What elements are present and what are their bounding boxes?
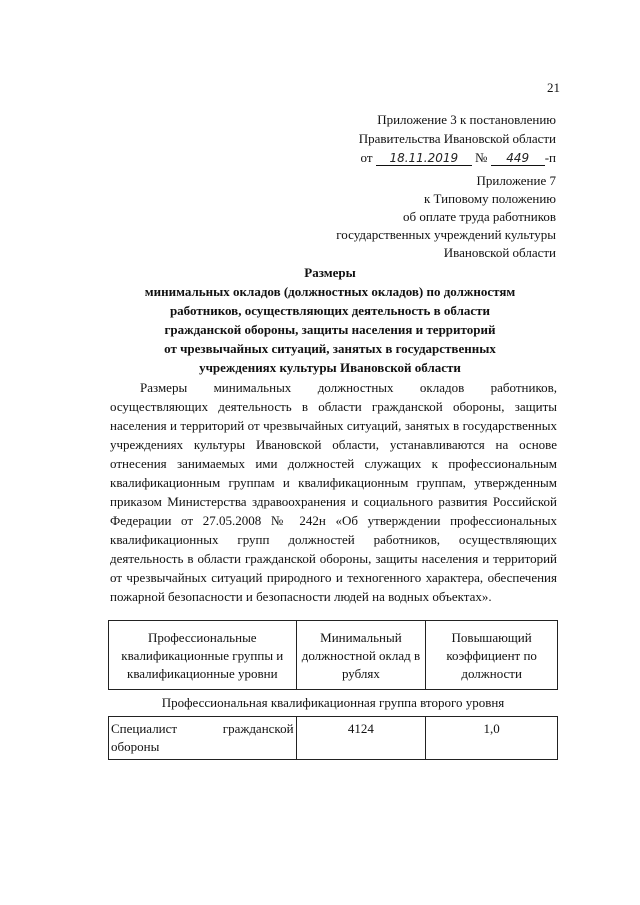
appendix-header-regulation xyxy=(300,172,556,262)
appendix-reg-line: Ивановской области xyxy=(443,245,556,260)
appendix-decree-date-line xyxy=(300,148,556,167)
appendix-reg-line: об оплате труда работников xyxy=(402,209,556,224)
number-label: № xyxy=(475,150,488,165)
number-suffix: -п xyxy=(544,150,556,165)
from-label: от xyxy=(360,150,373,165)
coefficient-cell: 1,0 xyxy=(426,717,558,760)
title-line: от чрезвычайных ситуаций, занятых в государственных xyxy=(164,341,496,356)
page-number: 21 xyxy=(547,80,560,95)
header-qualification-groups: Профессиональные квалификационные группы и квалификационные уровни xyxy=(109,621,297,690)
appendix-decree-line2: Правительства Ивановской области xyxy=(358,131,556,146)
document-title xyxy=(90,263,570,377)
salary-table xyxy=(108,620,558,760)
appendix-reg-line: государственных учреждений культуры xyxy=(336,227,556,242)
title-line: учреждениях культуры Ивановской области xyxy=(199,360,461,375)
title-line: минимальных окладов (должностных окладов) по должностям xyxy=(144,284,516,299)
header-coefficient: Повышающий коэффициент по должности xyxy=(426,621,558,690)
table-header-row xyxy=(109,621,558,690)
title-line: гражданской обороны, защиты населения и территорий xyxy=(164,322,496,337)
appendix-reg-line: Приложение 7 xyxy=(476,173,556,188)
position-cell: Специалист гражданской обороны xyxy=(109,717,297,760)
body-paragraph: Размеры минимальных должностных окладов работников, осуществляющих деятельность в области гражданской обороны, защиты населения и территорий от чрезвычайных ситуаций, занятых в государственных учреждениях культуры Ивановской области, устанавливаются на основе отнесения занимаемых ими должностей служащих к профессиональным квалификационным группам и квалификационным группам, утвержденным приказом Министерства здравоохранения и социального развития Российской Федерации от 27.05.2008 № 242н «Об утверждении профессиональных квалификационных групп должностей работников, осуществляющих деятельность в области гражданской обороны, защиты населения и территорий от чрезвычайных ситуаций природного и техногенного характера, обеспечения пожарной безопасности и безопасности людей на водных объектах». xyxy=(110,380,557,604)
handwritten-date: 18.11.2019 xyxy=(376,151,472,166)
appendix-reg-line: к Типовому положению xyxy=(423,191,556,206)
table-group-row xyxy=(109,690,558,717)
handwritten-number: 449 xyxy=(491,151,545,166)
salary-cell: 4124 xyxy=(296,717,426,760)
title-line: работников, осуществляющих деятельность в области xyxy=(169,303,491,318)
header-min-salary: Минимальный должностной оклад в рублях xyxy=(296,621,426,690)
appendix-header-decree xyxy=(300,110,556,167)
table-row xyxy=(109,717,558,760)
qualification-group-title: Профессиональная квалификационная группа второго уровня xyxy=(109,690,558,717)
title-line: Размеры xyxy=(304,265,356,280)
appendix-decree-line1: Приложение 3 к постановлению xyxy=(377,112,556,127)
